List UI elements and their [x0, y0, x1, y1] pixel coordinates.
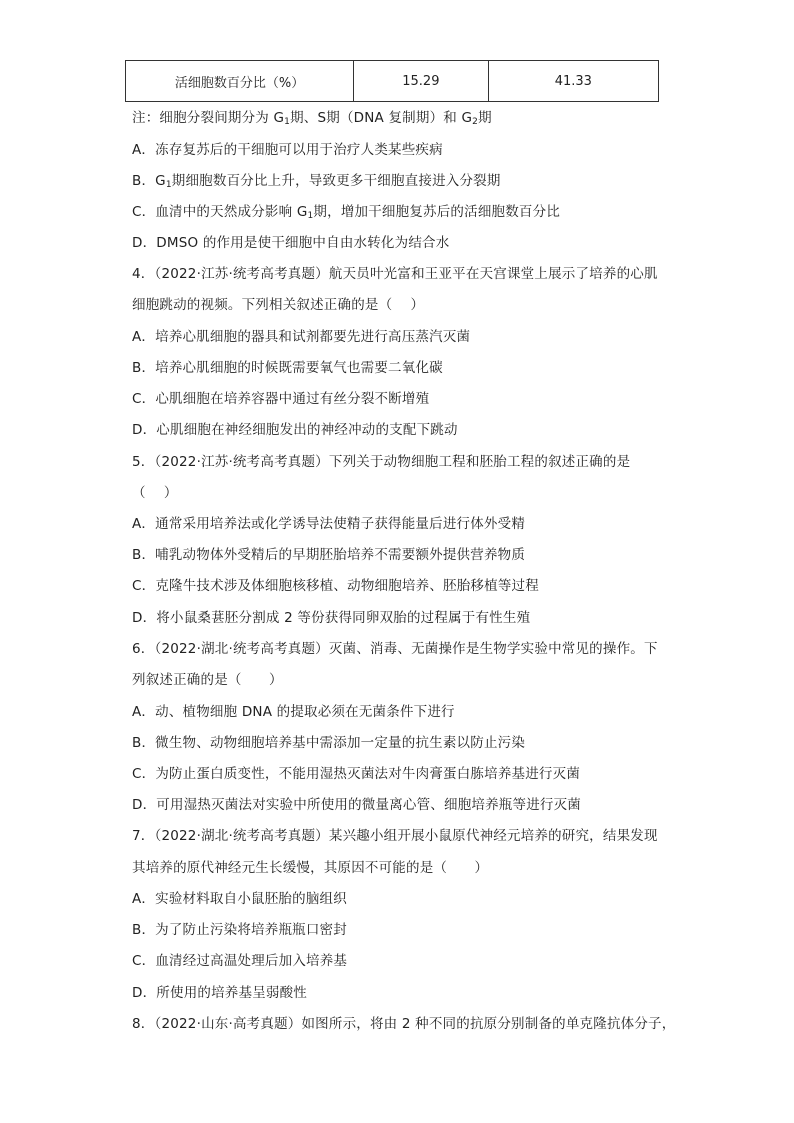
table-cell-value-1: 15.29: [354, 61, 489, 102]
q6-stem-line-1: 6．（2022·湖北·统考高考真题）灭菌、消毒、无菌操作是生物学实验中常见的操作。下: [132, 641, 658, 657]
q3-option-d: D．DMSO 的作用是使干细胞中自由水转化为结合水: [132, 235, 450, 251]
q4-option-a: A．培养心肌细胞的器具和试剂都要先进行高压蒸汽灭菌: [132, 329, 471, 345]
q3-option-c: C．血清中的天然成分影响 $G_1$期，增加干细胞复苏后的活细胞数百分比: [132, 204, 561, 221]
q6-option-c: C．为防止蛋白质变性，不能用湿热灭菌法对牛肉膏蛋白胨培养基进行灭菌: [132, 766, 581, 782]
q5-stem-line-2: （ ）: [132, 485, 178, 501]
q7-option-b: B．为了防止污染将培养瓶瓶口密封: [132, 922, 347, 938]
data-table: [125, 60, 659, 102]
q6-option-a: A．动、植物细胞 DNA 的提取必须在无菌条件下进行: [132, 704, 455, 720]
q7-stem-line-2: 其培养的原代神经元生长缓慢，其原因不可能的是（ ）: [132, 860, 489, 876]
q3-option-a: A．冻存复苏后的干细胞可以用于治疗人类某些疾病: [132, 142, 443, 158]
q4-option-d: D．心肌细胞在神经细胞发出的神经冲动的支配下跳动: [132, 422, 458, 438]
q4-stem-line-2: 细胞跳动的视频。下列相关叙述正确的是（ ）: [132, 297, 425, 313]
q4-option-b: B．培养心肌细胞的时候既需要氧气也需要二氧化碳: [132, 360, 443, 376]
q6-option-d: D．可用湿热灭菌法对实验中所使用的微量离心管、细胞培养瓶等进行灭菌: [132, 797, 581, 813]
q5-option-b: B．哺乳动物体外受精后的早期胚胎培养不需要额外提供营养物质: [132, 547, 526, 563]
q6-stem-line-2: 列叙述正确的是（ ）: [132, 672, 283, 688]
q4-stem-line-1: 4．（2022·江苏·统考高考真题）航天员叶光富和王亚平在天宫课堂上展示了培养的心肌: [132, 266, 658, 282]
table-cell-label: 活细胞数百分比（%）: [126, 61, 354, 102]
q3-option-b: B．$G_1$期细胞数百分比上升，导致更多干细胞直接进入分裂期: [132, 173, 501, 190]
table-cell-value-2: 41.33: [488, 61, 658, 102]
q4-option-c: C．心肌细胞在培养容器中通过有丝分裂不断增殖: [132, 391, 430, 407]
q7-option-a: A．实验材料取自小鼠胚胎的脑组织: [132, 891, 347, 907]
table-note: 注：细胞分裂间期分为 $G_1$期、S期（DNA 复制期）和 $G_2$期: [132, 110, 492, 127]
q7-option-c: C．血清经过高温处理后加入培养基: [132, 953, 348, 969]
q5-option-a: A．通常采用培养法或化学诱导法使精子获得能量后进行体外受精: [132, 516, 526, 532]
q7-option-d: D．所使用的培养基呈弱酸性: [132, 985, 307, 1001]
q8-stem-line-1: 8．（2022·山东·高考真题）如图所示，将由 2 种不同的抗原分别制备的单克隆抗体分子，: [132, 1016, 676, 1032]
q5-option-c: C．克隆牛技术涉及体细胞核移植、动物细胞培养、胚胎移植等过程: [132, 578, 539, 594]
q5-stem-line-1: 5．（2022·江苏·统考高考真题）下列关于动物细胞工程和胚胎工程的叙述正确的是: [132, 454, 631, 470]
table-row: [126, 61, 659, 102]
q5-option-d: D．将小鼠桑葚胚分割成 2 等份获得同卵双胎的过程属于有性生殖: [132, 610, 531, 626]
q7-stem-line-1: 7．（2022·湖北·统考高考真题）某兴趣小组开展小鼠原代神经元培养的研究，结果发现: [132, 828, 658, 844]
q6-option-b: B．微生物、动物细胞培养基中需添加一定量的抗生素以防止污染: [132, 735, 526, 751]
